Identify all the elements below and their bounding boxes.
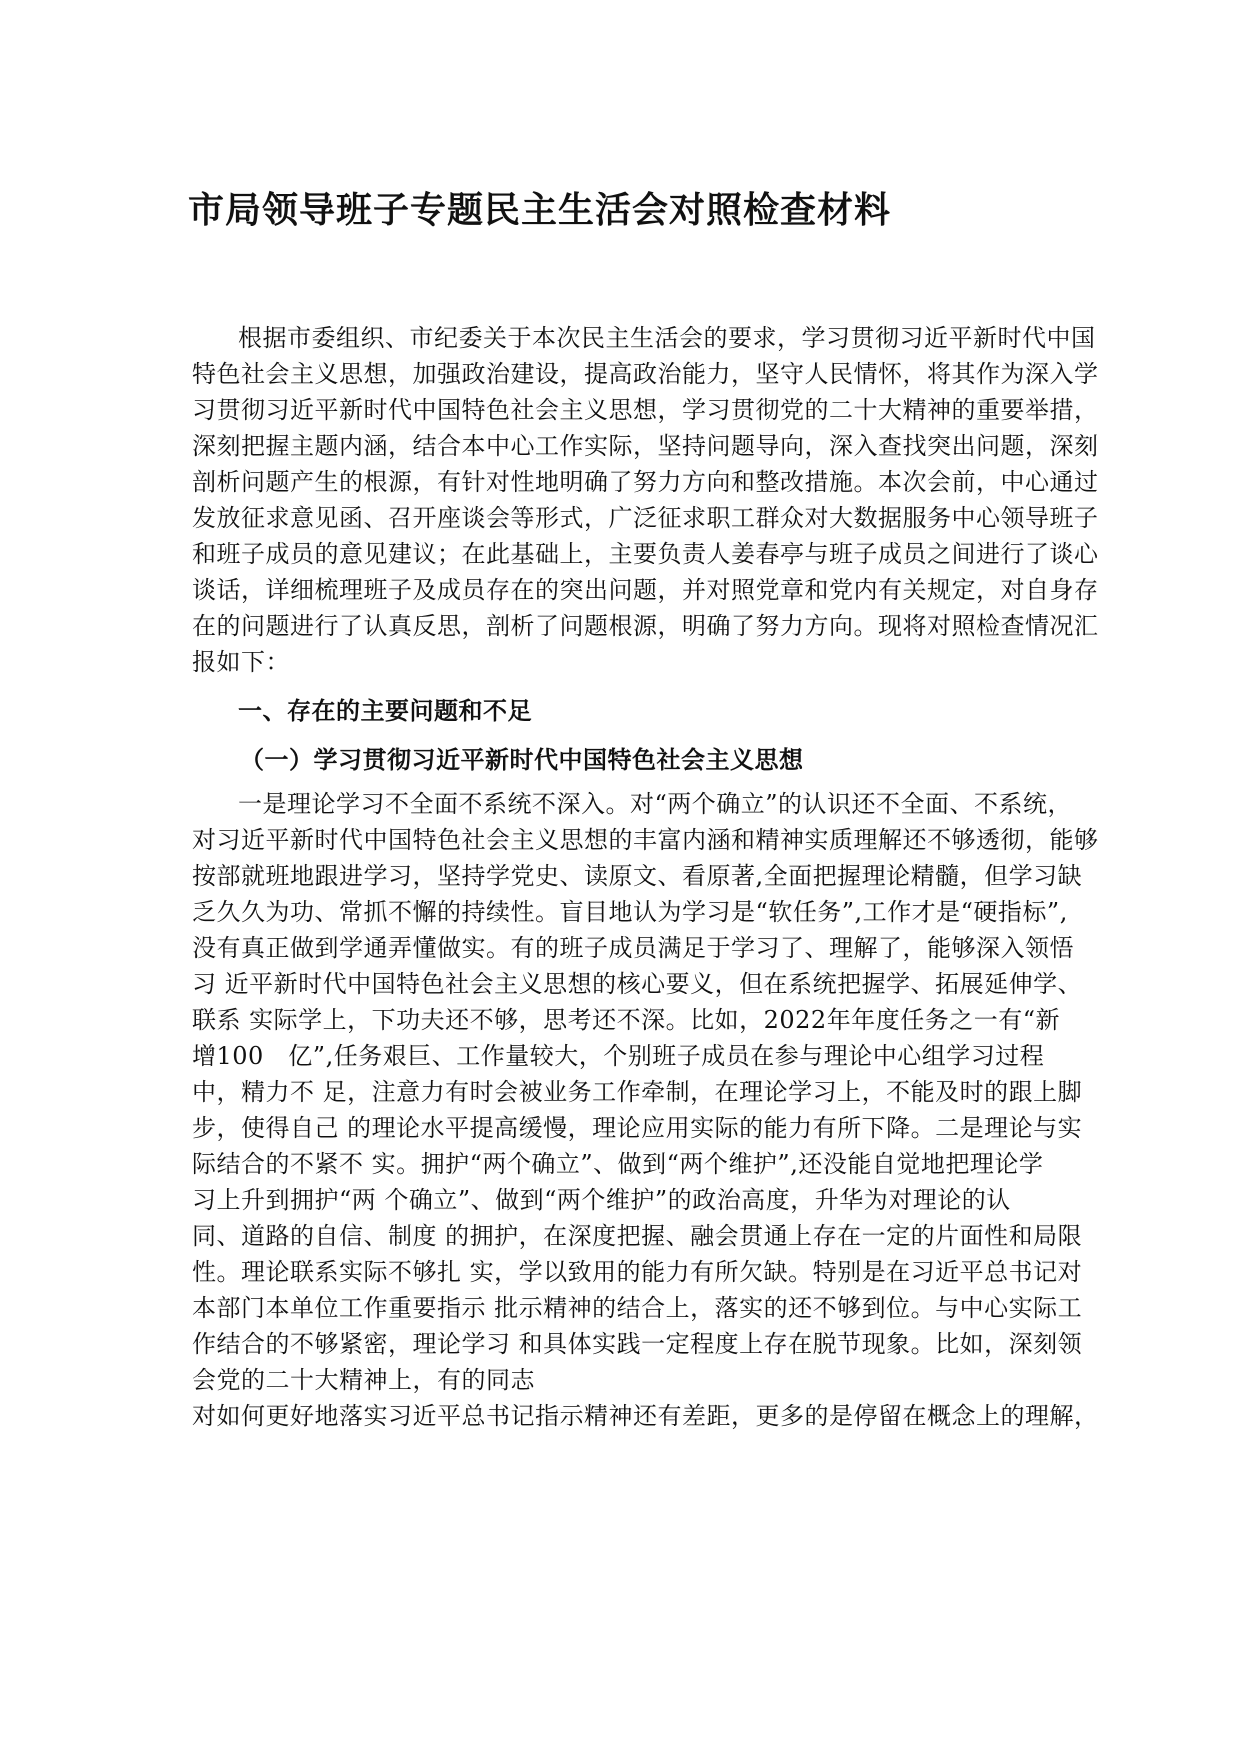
intro-line: 剖析问题产生的根源，有针对性地明确了努力方向和整改措施。本次会前，中心通过 <box>192 468 1099 496</box>
subsection-heading: （一）学习贯彻习近平新时代中国特色社会主义思想 <box>240 746 804 774</box>
body-line: 性。理论联系实际不够扎 实，学以致用的能力有所欠缺。特别是在习近平总书记对 <box>192 1258 1083 1286</box>
body-line: 际结合的不紧不 实。拥护“两个确立”、做到“两个维护”,还没能自觉地把理论学 <box>192 1150 1044 1178</box>
intro-line: 和班子成员的意见建议；在此基础上，主要负责人姜春亭与班子成员之间进行了谈心 <box>192 540 1099 568</box>
body-line: 中，精力不 足，注意力有时会被业务工作牵制，在理论学习上，不能及时的跟上脚 <box>192 1078 1083 1106</box>
intro-line: 根据市委组织、市纪委关于本次民主生活会的要求，学习贯彻习近平新时代中国 <box>238 324 1096 352</box>
body-line: 对如何更好地落实习近平总书记指示精神还有差距，更多的是停留在概念上的理解， <box>192 1402 1099 1430</box>
body-line: 联系 实际学上，下功夫还不够，思考还不深。比如，2022年年度任务之一有“新 <box>192 1006 1060 1034</box>
body-line: 习 近平新时代中国特色社会主义思想的核心要义，但在系统把握学、拓展延伸学、 <box>192 970 1083 998</box>
intro-line: 习贯彻习近平新时代中国特色社会主义思想，学习贯彻党的二十大精神的重要举措， <box>192 396 1099 424</box>
body-line: 没有真正做到学通弄懂做实。有的班子成员满足于学习了、理解了，能够深入领悟 <box>192 934 1074 962</box>
body-line: 作结合的不够紧密，理论学习 和具体实践一定程度上存在脱节现象。比如，深刻领 <box>192 1330 1083 1358</box>
body-line: 增100 亿”,任务艰巨、工作量较大，个别班子成员在参与理论中心组学习过程 <box>192 1042 1045 1070</box>
body-line: 步，使得自己 的理论水平提高缓慢，理论应用实际的能力有所下降。二是理论与实 <box>192 1114 1083 1142</box>
intro-line: 特色社会主义思想，加强政治建设，提高政治能力，坚守人民情怀，将其作为深入学 <box>192 360 1099 388</box>
body-line: 对习近平新时代中国特色社会主义思想的丰富内涵和精神实质理解还不够透彻，能够 <box>192 826 1099 854</box>
intro-line: 在的问题进行了认真反思，剖析了问题根源，明确了努力方向。现将对照检查情况汇 <box>192 612 1099 640</box>
intro-line: 谈话，详细梳理班子及成员存在的突出问题，并对照党章和党内有关规定，对自身存 <box>192 576 1099 604</box>
intro-line: 报如下： <box>192 648 290 676</box>
document-title: 市局领导班子专题民主生活会对照检查材料 <box>188 190 892 231</box>
body-line: 会党的二十大精神上，有的同志 <box>192 1366 535 1394</box>
body-line: 本部门本单位工作重要指示 批示精神的结合上，落实的还不够到位。与中心实际工 <box>192 1294 1083 1322</box>
intro-line: 发放征求意见函、召开座谈会等形式，广泛征求职工群众对大数据服务中心领导班子 <box>192 504 1099 532</box>
intro-line: 深刻把握主题内涵，结合本中心工作实际，坚持问题导向，深入查找突出问题，深刻 <box>192 432 1099 460</box>
body-line: 习上升到拥护“两 个确立”、做到“两个维护”的政治高度，升华为对理论的认 <box>192 1186 1011 1214</box>
body-line: 一是理论学习不全面不系统不深入。对“两个确立”的认识还不全面、不系统， <box>238 790 1073 818</box>
section-heading: 一、存在的主要问题和不足 <box>238 697 532 725</box>
body-line: 按部就班地跟进学习，坚持学党史、读原文、看原著,全面把握理论精髓，但学习缺 <box>192 862 1083 890</box>
body-line: 乏久久为功、常抓不懈的持续性。盲目地认为学习是“软任务”,工作才是“硬指标”, <box>192 898 1068 926</box>
body-line: 同、道路的自信、制度 的拥护，在深度把握、融会贯通上存在一定的片面性和局限 <box>192 1222 1083 1250</box>
